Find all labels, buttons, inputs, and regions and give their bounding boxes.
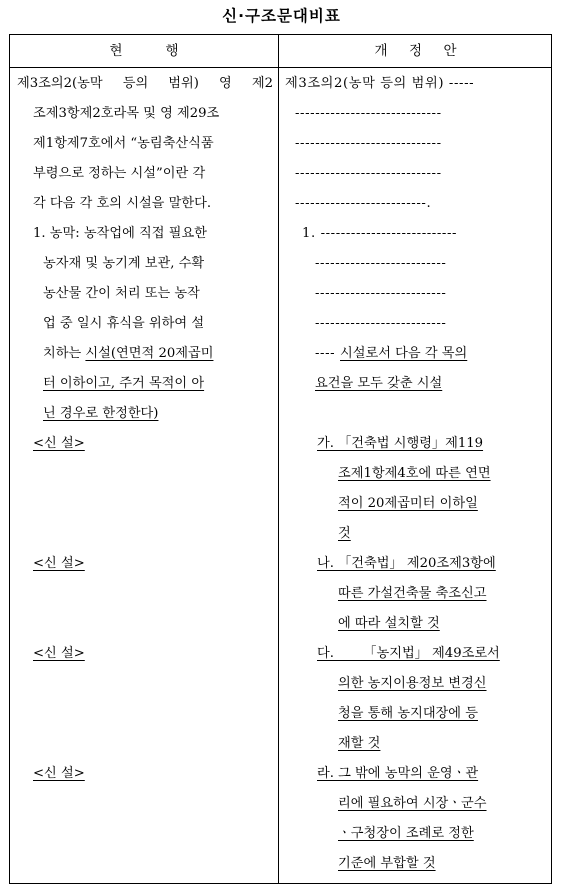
current-underlined-text: 터 이하이고, 주거 목적이 아 [43,376,205,391]
revised-line [315,339,467,369]
current-line: 1. 농막: 농작업에 직접 필요한 [33,226,207,241]
word: 제2 [251,76,273,91]
revised-item-line: 것 [338,526,351,541]
current-line [43,339,213,369]
new-provision-mark: <신 설> [33,436,85,451]
revised-item-line: 재할 것 [338,736,381,751]
revised-line: 1. --------------------------- [302,226,458,241]
current-line: 농산물 간이 처리 또는 농작 [43,286,200,301]
revised-item-line: 다. 「농지법」 제49조로서 [317,646,500,661]
revised-item-line: 조제1항제4호에 따른 연면 [338,466,491,481]
new-provision-mark: <신 설> [33,766,85,781]
document-title: 신·구조문대비표 [222,7,341,25]
revised-underlined-text: 요건을 모두 갖춘 시설 [315,376,443,391]
new-provision-mark: <신 설> [33,646,85,661]
revised-item-line: 적이 20제곱미터 이하일 [338,496,478,511]
header-current: 현 행 [109,43,179,59]
current-line: 제1항제7호에서 “농림축산식품 [33,136,214,151]
revised-item-line: 의한 농지이용정보 변경신 [338,676,487,691]
revised-item-line: 나. 「건축법」 제20조제3항에 [317,556,496,571]
word: 범위) [168,76,199,91]
revised-item-line: 가. 「건축법 시행령」제119 [317,436,484,451]
current-line: 조제3항제2호라목 및 영 제29조 [33,106,220,121]
revised-line: --------------------------. [295,196,432,211]
revised-line: 제3조의2(농막 등의 범위) ----- [285,76,475,91]
revised-line: -------------------------- [315,286,447,301]
revised-item-line: 리에 필요하여 시장ㆍ군수 [338,796,487,811]
word: 등의 [122,76,149,91]
revised-item-line: 에 따라 설치할 것 [338,616,440,631]
current-line [17,69,273,99]
revised-item-line: 청을 통해 농지대장에 등 [338,706,478,721]
revised-item-line: 기준에 부합할 것 [338,856,436,871]
revised-line: -------------------------- [315,316,447,331]
current-line: 업 중 일시 휴식을 위하여 설 [43,316,205,331]
header-revised: 개 정 안 [374,43,457,59]
current-line-plain: 치하는 [43,346,86,361]
revised-line-plain: ---- [315,346,341,361]
word: 제3조의2(농막 [17,76,103,91]
revised-underlined-text: 시설로서 다음 각 목의 [340,346,468,361]
word: 영 [219,76,232,91]
revised-line: ----------------------------- [295,106,442,121]
comparison-table [9,34,552,884]
current-line: 각 다음 각 호의 시설을 말한다. [33,196,212,211]
revised-item-line: 라. 그 밖에 농막의 운영ㆍ관 [317,766,479,781]
revised-line: ----------------------------- [295,166,442,181]
header-divider [10,67,551,68]
new-provision-mark: <신 설> [33,556,85,571]
revised-item-line: ㆍ구청장이 조례로 정한 [338,826,474,841]
current-line: 부령으로 정하는 시설”이란 각 [33,166,206,181]
current-underlined-text: 시설(연면적 20제곱미 [85,346,214,361]
revised-line: -------------------------- [315,256,447,271]
current-underlined-text: 닌 경우로 한정한다) [43,406,159,421]
column-divider [278,35,279,883]
revised-item-line: 따른 가설건축물 축조신고 [338,586,487,601]
current-line: 농자재 및 농기계 보관, 수확 [43,256,205,271]
revised-line: ----------------------------- [295,136,442,151]
